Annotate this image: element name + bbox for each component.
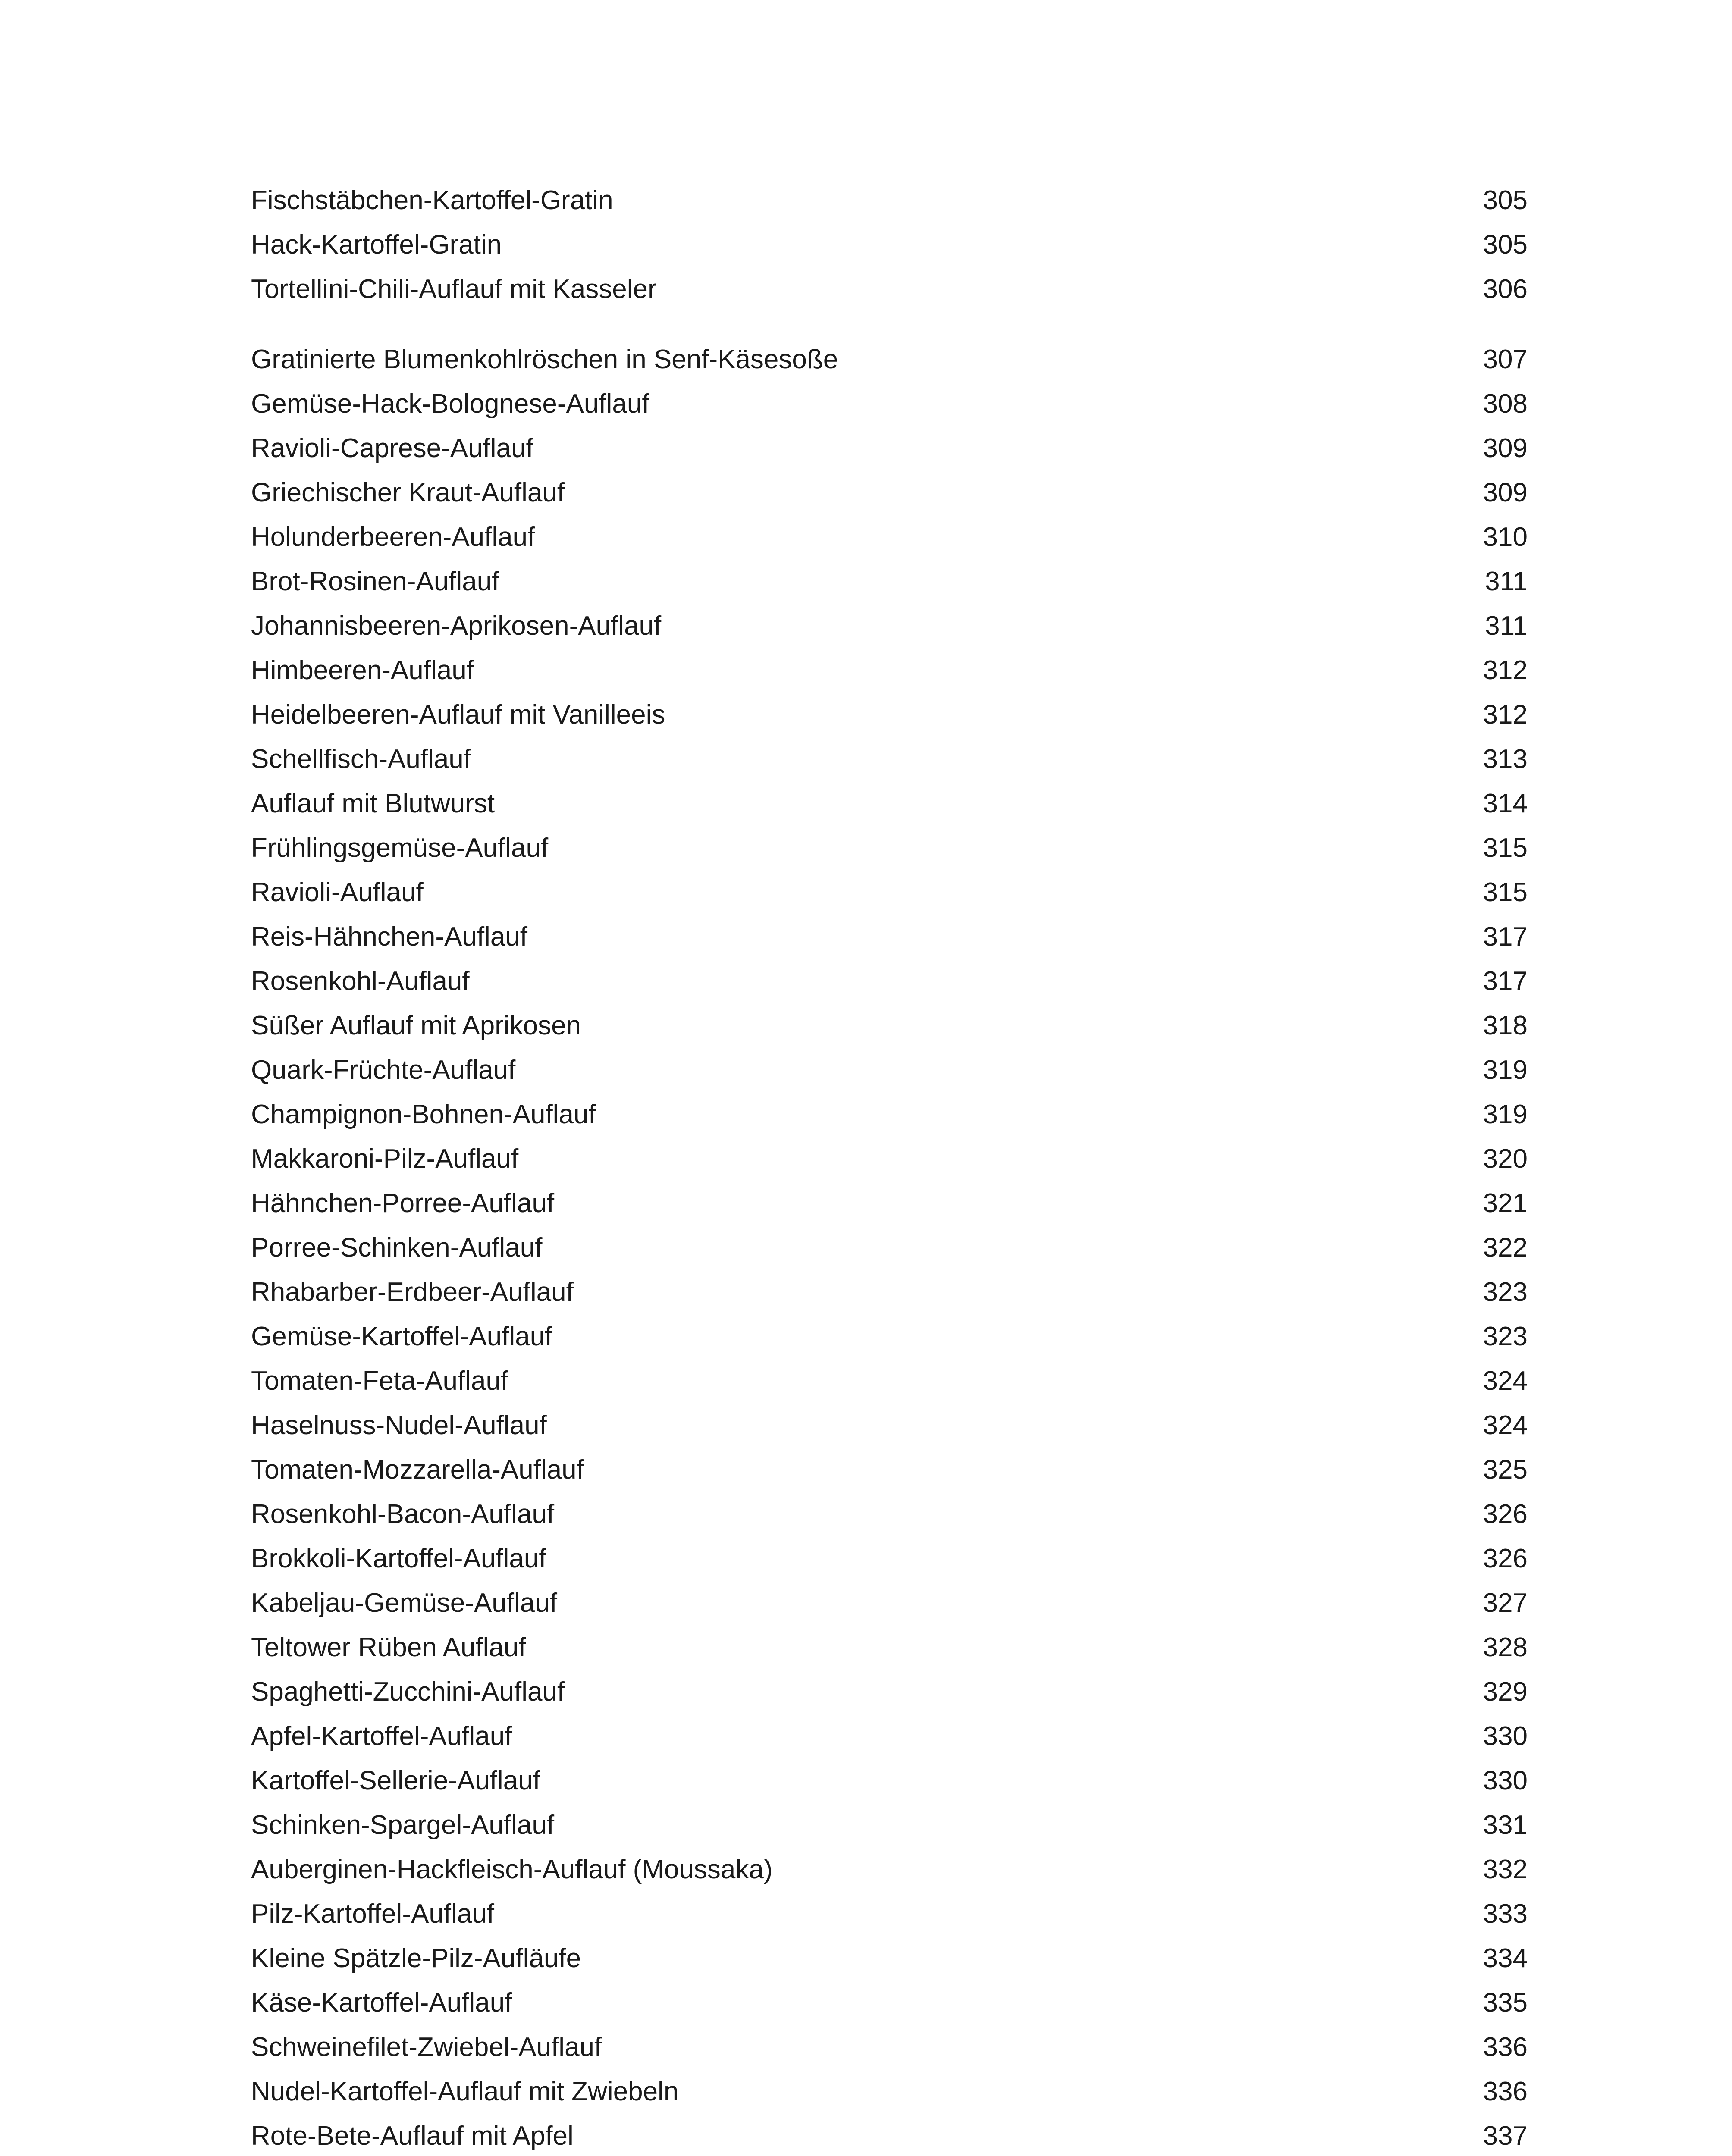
toc-entry — [251, 1936, 1528, 1981]
toc-entry — [251, 1270, 1528, 1314]
toc-entry-page-number: 323 — [1483, 1277, 1528, 1307]
toc-entry-page-number: 311 — [1485, 611, 1528, 641]
toc-entry-title: Käse-Kartoffel-Auflauf — [251, 1988, 512, 2018]
toc-entry-title: Nudel-Kartoffel-Auflauf mit Zwiebeln — [251, 2077, 679, 2106]
toc-entry-title: Quark-Früchte-Auflauf — [251, 1055, 516, 1085]
toc-entry-title: Champignon-Bohnen-Auflauf — [251, 1100, 596, 1129]
toc-entry — [251, 1314, 1528, 1359]
toc-entry — [251, 1625, 1528, 1670]
toc-entry-title: Hähnchen-Porree-Auflauf — [251, 1188, 555, 1218]
toc-entry-page-number: 319 — [1483, 1055, 1528, 1085]
toc-entry-page-number: 337 — [1483, 2121, 1528, 2151]
toc-entry-title: Fischstäbchen-Kartoffel-Gratin — [251, 185, 613, 215]
toc-entry-page-number: 331 — [1483, 1810, 1528, 1840]
toc-entry-page-number: 325 — [1483, 1455, 1528, 1485]
toc-entry-page-number: 336 — [1483, 2032, 1528, 2062]
toc-entry-title: Brokkoli-Kartoffel-Auflauf — [251, 1544, 546, 1573]
toc-entry-page-number: 328 — [1483, 1633, 1528, 1662]
toc-entry-page-number: 330 — [1483, 1766, 1528, 1796]
toc-entry-page-number: 332 — [1483, 1855, 1528, 1884]
toc-entry-page-number: 317 — [1483, 966, 1528, 996]
toc-entry-title: Gemüse-Hack-Bolognese-Auflauf — [251, 389, 650, 419]
toc-entry — [251, 1670, 1528, 1714]
toc-entry — [251, 1892, 1528, 1936]
toc-entry — [251, 267, 1528, 311]
toc-entry-page-number: 326 — [1483, 1499, 1528, 1529]
toc-entry-page-number: 314 — [1483, 789, 1528, 818]
toc-entry-page-number: 336 — [1483, 2077, 1528, 2106]
toc-entry — [251, 1403, 1528, 1448]
toc-entry — [251, 1803, 1528, 1847]
toc-entry-title: Auflauf mit Blutwurst — [251, 789, 495, 818]
toc-entry — [251, 2114, 1528, 2156]
toc-entry — [251, 1847, 1528, 1892]
toc-entry-page-number: 310 — [1483, 522, 1528, 552]
toc-entry — [251, 1581, 1528, 1625]
toc-entry-title: Auberginen-Hackfleisch-Auflauf (Moussaka) — [251, 1855, 773, 1884]
table-of-contents — [251, 178, 1528, 2156]
toc-entry-page-number: 307 — [1483, 345, 1528, 374]
toc-entry — [251, 915, 1528, 959]
toc-entry-title: Kleine Spätzle-Pilz-Aufläufe — [251, 1943, 581, 1973]
toc-entry-title: Tomaten-Feta-Auflauf — [251, 1366, 508, 1396]
toc-entry-page-number: 330 — [1483, 1721, 1528, 1751]
toc-entry-page-number: 327 — [1483, 1588, 1528, 1618]
toc-entry-page-number: 324 — [1483, 1410, 1528, 1440]
toc-entry-page-number: 322 — [1483, 1233, 1528, 1263]
toc-entry — [251, 426, 1528, 470]
toc-entry-title: Spaghetti-Zucchini-Auflauf — [251, 1677, 565, 1707]
toc-entry-page-number: 312 — [1483, 655, 1528, 685]
toc-entry-title: Himbeeren-Auflauf — [251, 655, 474, 685]
toc-entry-page-number: 323 — [1483, 1322, 1528, 1351]
toc-entry-title: Rhabarber-Erdbeer-Auflauf — [251, 1277, 574, 1307]
toc-entry-title: Kartoffel-Sellerie-Auflauf — [251, 1766, 540, 1796]
toc-entry-page-number: 309 — [1483, 433, 1528, 463]
toc-entry-title: Tortellini-Chili-Auflauf mit Kasseler — [251, 274, 657, 304]
toc-entry-page-number: 312 — [1483, 700, 1528, 730]
toc-entry — [251, 1448, 1528, 1492]
toc-entry — [251, 2025, 1528, 2069]
toc-entry — [251, 178, 1528, 222]
toc-entry-page-number: 309 — [1483, 478, 1528, 508]
toc-group-1 — [251, 178, 1528, 311]
toc-entry-title: Schellfisch-Auflauf — [251, 744, 471, 774]
toc-entry-title: Tomaten-Mozzarella-Auflauf — [251, 1455, 584, 1485]
toc-entry — [251, 826, 1528, 870]
toc-entry-title: Reis-Hähnchen-Auflauf — [251, 922, 528, 952]
toc-entry — [251, 781, 1528, 826]
toc-entry-page-number: 318 — [1483, 1011, 1528, 1040]
toc-entry-page-number: 313 — [1483, 744, 1528, 774]
toc-entry-title: Gemüse-Kartoffel-Auflauf — [251, 1322, 552, 1351]
toc-entry-page-number: 311 — [1485, 567, 1528, 596]
toc-entry — [251, 382, 1528, 426]
toc-entry-title: Brot-Rosinen-Auflauf — [251, 567, 499, 596]
toc-entry — [251, 693, 1528, 737]
toc-entry-page-number: 333 — [1483, 1899, 1528, 1929]
toc-entry — [251, 1225, 1528, 1270]
toc-entry-title: Pilz-Kartoffel-Auflauf — [251, 1899, 494, 1929]
toc-entry-page-number: 317 — [1483, 922, 1528, 952]
toc-entry-title: Rosenkohl-Auflauf — [251, 966, 470, 996]
toc-entry-title: Ravioli-Caprese-Auflauf — [251, 433, 533, 463]
toc-entry — [251, 959, 1528, 1003]
toc-entry — [251, 1048, 1528, 1092]
toc-entry-title: Ravioli-Auflauf — [251, 877, 424, 907]
toc-entry-page-number: 334 — [1483, 1943, 1528, 1973]
toc-entry-title: Griechischer Kraut-Auflauf — [251, 478, 565, 508]
toc-entry — [251, 470, 1528, 515]
toc-entry-title: Holunderbeeren-Auflauf — [251, 522, 535, 552]
toc-entry — [251, 737, 1528, 781]
toc-entry — [251, 1981, 1528, 2025]
toc-entry-page-number: 319 — [1483, 1100, 1528, 1129]
toc-entry-title: Haselnuss-Nudel-Auflauf — [251, 1410, 547, 1440]
toc-entry-title: Heidelbeeren-Auflauf mit Vanilleeis — [251, 700, 665, 730]
toc-entry-page-number: 329 — [1483, 1677, 1528, 1707]
toc-entry-title: Rote-Bete-Auflauf mit Apfel — [251, 2121, 574, 2151]
toc-entry — [251, 1137, 1528, 1181]
toc-entry-page-number: 315 — [1483, 833, 1528, 863]
toc-entry — [251, 559, 1528, 604]
toc-entry-title: Johannisbeeren-Aprikosen-Auflauf — [251, 611, 662, 641]
toc-entry-title: Porree-Schinken-Auflauf — [251, 1233, 543, 1263]
toc-entry-page-number: 305 — [1483, 185, 1528, 215]
toc-entry — [251, 1092, 1528, 1137]
toc-entry-title: Apfel-Kartoffel-Auflauf — [251, 1721, 512, 1751]
toc-entry-title: Frühlingsgemüse-Auflauf — [251, 833, 549, 863]
toc-entry — [251, 222, 1528, 267]
toc-entry-page-number: 326 — [1483, 1544, 1528, 1573]
toc-entry-title: Teltower Rüben Auflauf — [251, 1633, 526, 1662]
toc-entry — [251, 1536, 1528, 1581]
toc-entry — [251, 1714, 1528, 1758]
toc-entry-page-number: 306 — [1483, 274, 1528, 304]
toc-entry-page-number: 305 — [1483, 230, 1528, 260]
toc-group-2 — [251, 337, 1528, 2156]
toc-entry-title: Süßer Auflauf mit Aprikosen — [251, 1011, 581, 1040]
toc-entry — [251, 1492, 1528, 1536]
toc-entry-title: Schinken-Spargel-Auflauf — [251, 1810, 555, 1840]
toc-entry-page-number: 321 — [1483, 1188, 1528, 1218]
toc-entry — [251, 2069, 1528, 2114]
toc-entry-page-number: 308 — [1483, 389, 1528, 419]
toc-entry-page-number: 315 — [1483, 877, 1528, 907]
toc-entry-title: Hack-Kartoffel-Gratin — [251, 230, 502, 260]
toc-entry — [251, 648, 1528, 693]
toc-entry-page-number: 320 — [1483, 1144, 1528, 1174]
toc-entry-title: Gratinierte Blumenkohlröschen in Senf-Käsesoße — [251, 345, 838, 374]
toc-entry — [251, 337, 1528, 382]
toc-entry-title: Makkaroni-Pilz-Auflauf — [251, 1144, 519, 1174]
toc-entry-page-number: 335 — [1483, 1988, 1528, 2018]
toc-entry — [251, 1359, 1528, 1403]
toc-entry-title: Schweinefilet-Zwiebel-Auflauf — [251, 2032, 602, 2062]
toc-entry-title: Kabeljau-Gemüse-Auflauf — [251, 1588, 557, 1618]
toc-entry — [251, 515, 1528, 559]
toc-entry — [251, 1181, 1528, 1225]
toc-entry — [251, 1003, 1528, 1048]
toc-entry — [251, 870, 1528, 915]
toc-entry — [251, 1758, 1528, 1803]
toc-entry-title: Rosenkohl-Bacon-Auflauf — [251, 1499, 555, 1529]
toc-entry-page-number: 324 — [1483, 1366, 1528, 1396]
toc-entry — [251, 604, 1528, 648]
